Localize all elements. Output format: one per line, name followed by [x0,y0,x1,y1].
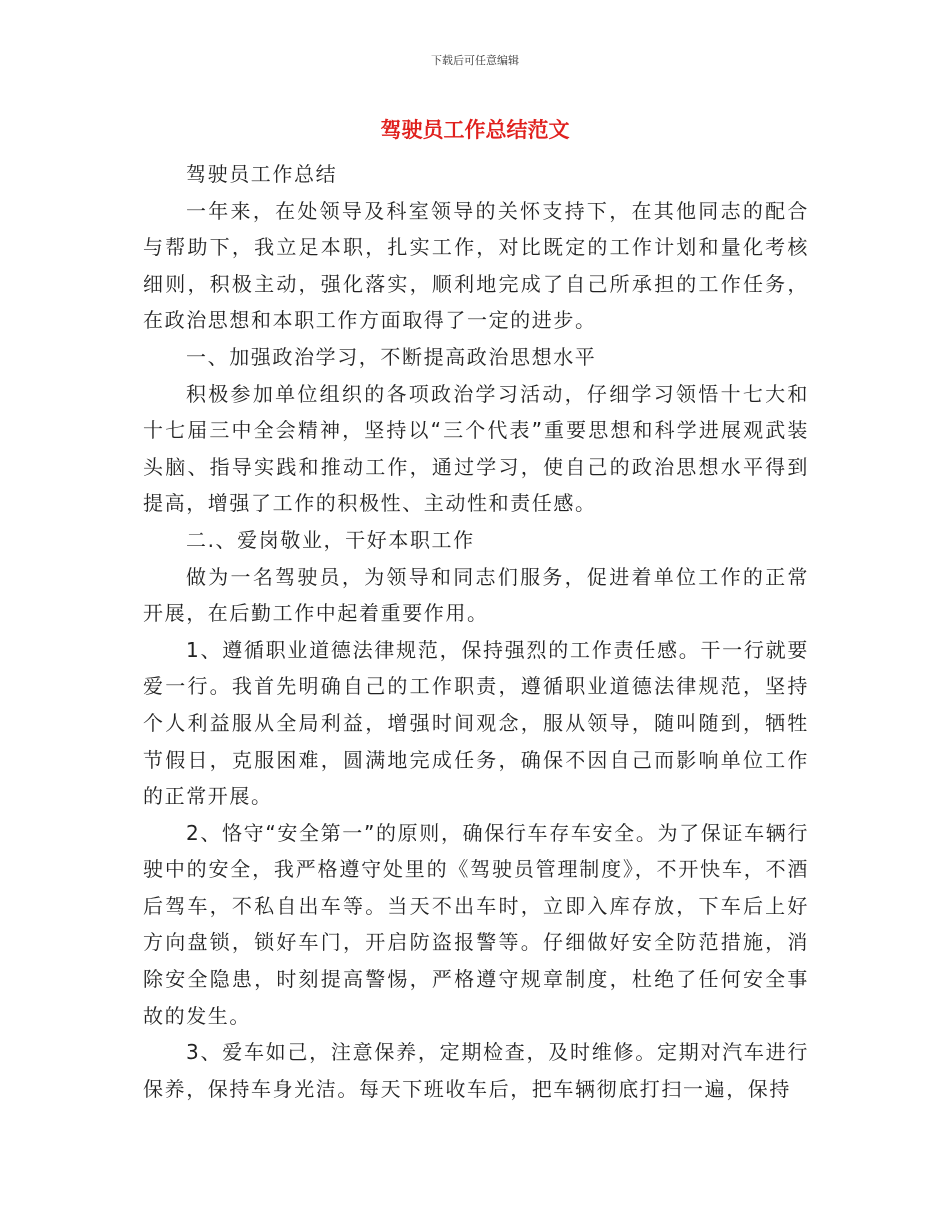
paragraph-subtitle: 驾驶员工作总结 [186,162,338,186]
page-header-note: 下载后可任意编辑 [431,54,519,67]
paragraph-intro: 一年来，在处领导及科室领导的关怀支持下，在其他同志的配合与帮助下，我立足本职，扎实工作，对比既定的工作计划和量化考核细则，积极主动，强化落实，顺利地完成了自己所承担的工作任务，在政治思想和本职工作方面取得了一定的进步。 [143,198,809,333]
document-body [143,156,809,1107]
document-title: 驾驶员工作总结范文 [380,117,570,142]
section-heading-1: 一、加强政治学习，不断提高政治思想水平 [186,344,597,369]
paragraph-item-1: 1、遵循职业道德法律规范，保持强烈的工作责任感。干一行就要爱一行。我首先明确自己的工作职责，遵循职业道德法律规范，坚持个人利益服从全局利益，增强时间观念，服从领导，随叫随到，牺牲节假日，克服困难，圆满地完成任务，确保不因自己而影响单位工作的正常开展。 [143,637,809,809]
section-heading-2: 二.、爱岗敬业，干好本职工作 [186,527,475,552]
paragraph-driver-role: 做为一名驾驶员，为领导和同志们服务，促进着单位工作的正常开展，在后勤工作中起着重要作用。 [143,564,809,626]
paragraph-political-study: 积极参加单位组织的各项政治学习活动，仔细学习领悟十七大和十七届三中全会精神，坚持以“三个代表”重要思想和科学进展观武装头脑、指导实践和推动工作，通过学习，使自己的政治思想水平得到提高，增强了工作的积极性、主动性和责任感。 [143,381,809,516]
paragraph-item-3: 3、爱车如己，注意保养，定期检查，及时维修。定期对汽车进行保养，保持车身光洁。每天下班收车后，把车辆彻底打扫一遍，保持 [143,1040,809,1101]
paragraph-item-2: 2、恪守“安全第一”的原则，确保行车存车安全。为了保证车辆行驶中的安全，我严格遵守处里的《驾驶员管理制度》，不开快车，不酒后驾车，不私自出车等。当天不出车时，立即入库存放，下车后上好方向盘锁，锁好车门，开启防盗报警等。仔细做好安全防范措施，消除安全隐患，时刻提高警惕，严格遵守规章制度，杜绝了任何安全事故的发生。 [143,820,809,1028]
